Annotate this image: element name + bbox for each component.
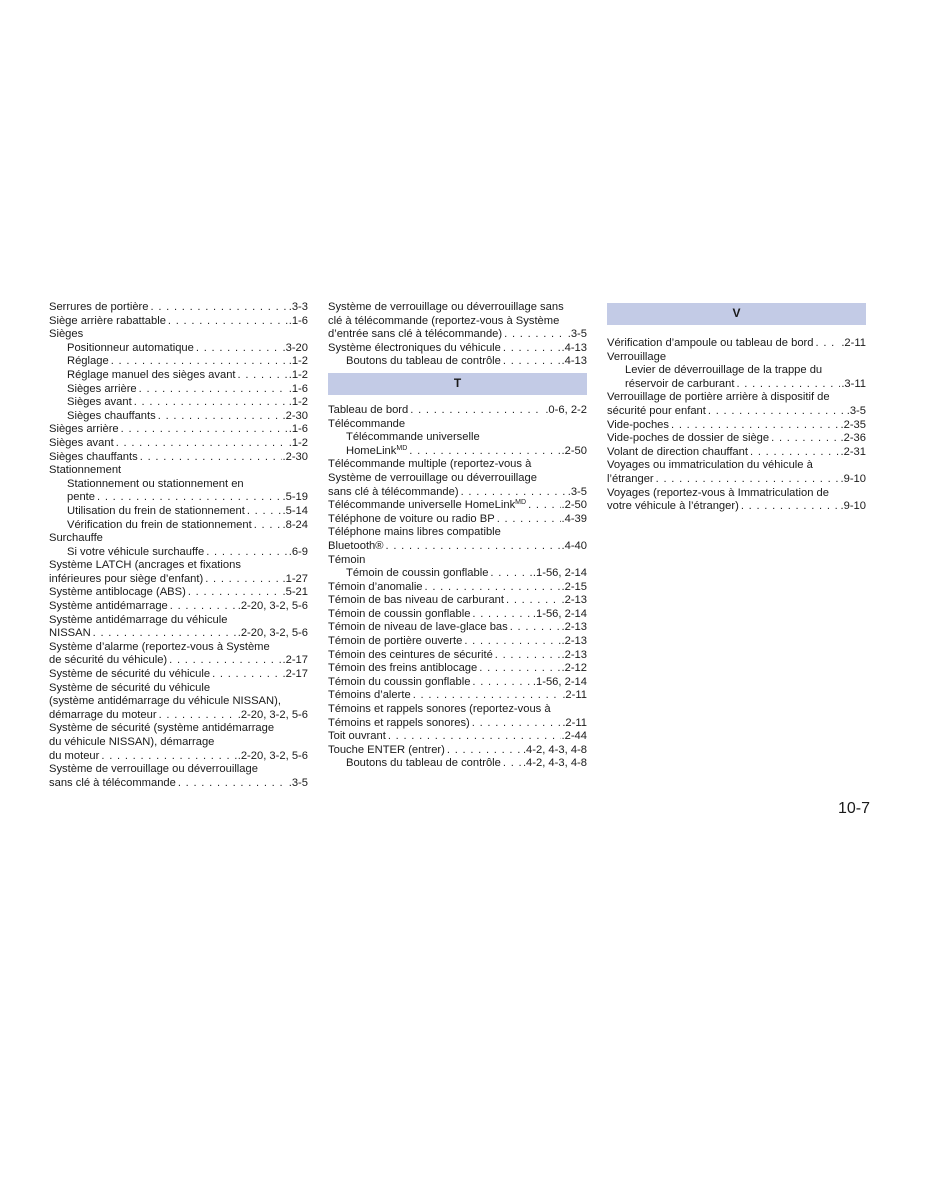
index-subentry <box>49 383 308 397</box>
dot-leader <box>203 573 281 587</box>
page-reference: .9-10 <box>840 500 866 513</box>
dot-leader <box>470 717 562 731</box>
index-entry <box>328 594 587 608</box>
entry-text: du moteur <box>49 749 100 762</box>
index-entry <box>328 676 587 690</box>
index-entry <box>328 730 587 744</box>
dot-leader <box>186 586 282 600</box>
page-reference: .2-13 <box>561 635 587 648</box>
entry-text: Siège arrière rabattable <box>49 314 166 327</box>
dot-leader <box>501 342 561 356</box>
index-entry <box>328 301 587 315</box>
entry-text: Témoin de niveau de lave-glace bas <box>328 621 508 634</box>
dot-leader <box>176 777 288 791</box>
dot-leader <box>495 513 561 527</box>
page-reference: .4-2, 4-3, 4-8 <box>522 743 587 756</box>
index-entry <box>49 722 308 736</box>
index-entry <box>49 709 308 723</box>
entry-text: Système de verrouillage ou déverrouillage <box>328 471 537 484</box>
page-reference: .5-21 <box>282 586 308 599</box>
index-entry <box>328 581 587 595</box>
dot-leader <box>502 328 567 342</box>
index-entry <box>49 777 308 791</box>
page-reference: .3-3 <box>288 301 308 313</box>
index-subentry <box>328 445 587 459</box>
page-reference: .3-5 <box>567 328 587 341</box>
index-subentry <box>328 567 587 581</box>
entry-text: Système antidémarrage <box>49 600 168 613</box>
dot-leader <box>423 581 561 595</box>
entry-text: Témoins d’alerte <box>328 689 411 702</box>
index-subentry <box>49 505 308 519</box>
page-reference: .2-20, 3-2, 5-6 <box>237 600 308 613</box>
page-reference: .4-13 <box>561 355 587 368</box>
dot-leader <box>95 491 282 505</box>
dot-leader <box>157 709 237 723</box>
dot-leader <box>252 519 282 533</box>
page-reference: .2-11 <box>562 716 587 729</box>
entry-text: Stationnement ou stationnement en <box>67 477 244 490</box>
entry-text: Sièges chauffants <box>49 450 138 463</box>
dot-leader <box>119 423 288 437</box>
dot-leader <box>91 627 237 641</box>
entry-text: Système de sécurité du véhicule <box>49 668 211 681</box>
index-entry <box>607 432 866 446</box>
index-entry <box>328 342 587 356</box>
index-entry <box>328 554 587 568</box>
index-column-1 <box>49 301 308 790</box>
page-reference: .2-31 <box>840 445 866 458</box>
index-entry <box>328 315 587 329</box>
entry-text: Témoin de portière ouverte <box>328 635 463 648</box>
index-entry <box>607 500 866 514</box>
index-subentry <box>49 396 308 410</box>
entry-text: Toit ouvrant <box>328 730 386 743</box>
dot-leader <box>132 396 288 410</box>
page-reference: .2-30 <box>282 409 308 422</box>
dot-leader <box>109 355 288 369</box>
dot-leader <box>508 621 561 635</box>
index-entry <box>328 635 587 649</box>
entry-text: votre véhicule à l’étranger) <box>607 500 739 513</box>
page-reference: .1-2 <box>288 355 308 368</box>
dot-leader <box>167 654 281 668</box>
entry-text: du véhicule NISSAN), démarrage <box>49 736 215 748</box>
page-reference: .9-10 <box>840 472 866 485</box>
page-reference: .2-13 <box>561 594 587 607</box>
index-entry <box>328 744 587 758</box>
entry-text: démarrage du moteur <box>49 708 157 721</box>
index-entry <box>328 540 587 554</box>
dot-leader <box>137 383 288 397</box>
page-reference: .2-13 <box>561 648 587 661</box>
entry-text: Témoin de bas niveau de carburant <box>328 594 505 607</box>
entry-text: Vide-poches de dossier de siège <box>607 432 770 445</box>
index-entry <box>49 695 308 709</box>
index-entry <box>328 689 587 703</box>
dot-leader <box>459 486 567 500</box>
page-reference: .2-20, 3-2, 5-6 <box>237 749 308 762</box>
entry-text: Témoin <box>328 553 366 566</box>
index-entry <box>49 600 308 614</box>
dot-leader <box>386 730 561 744</box>
entry-text: NISSAN <box>49 627 91 640</box>
entry-text: Système électroniques du véhicule <box>328 341 501 354</box>
entry-superscript: MD <box>515 499 527 507</box>
dot-leader <box>654 473 840 487</box>
dot-leader <box>669 419 840 433</box>
entry-text: Utilisation du frein de stationnement <box>67 504 245 517</box>
index-entry <box>328 458 587 472</box>
dot-leader <box>138 451 282 465</box>
index-subentry <box>49 355 308 369</box>
index-entry <box>49 750 308 764</box>
index-entry <box>607 351 866 365</box>
dot-leader <box>156 410 282 424</box>
index-subentry <box>607 378 866 392</box>
page-reference: .3-5 <box>846 404 866 417</box>
index-entry <box>328 472 587 486</box>
page-reference: .1-6 <box>288 382 308 395</box>
dot-leader <box>814 337 841 351</box>
entry-text: Stationnement <box>49 464 122 477</box>
section-header: V <box>607 303 866 325</box>
index-subentry <box>607 364 866 378</box>
entry-text: Sièges <box>49 328 84 341</box>
index-entry <box>328 328 587 342</box>
entry-text: Serrures de portière <box>49 301 149 313</box>
entry-text: Témoin des freins antiblocage <box>328 662 478 675</box>
entry-text: clé à télécommande (reportez-vous à Système <box>328 314 560 327</box>
entry-text: (système antidémarrage du véhicule NISSAN), <box>49 695 281 708</box>
entry-text: Système de verrouillage ou déverrouillage <box>49 763 258 776</box>
entry-text: Boutons du tableau de contrôle <box>346 757 501 770</box>
dot-leader <box>477 662 560 676</box>
dot-leader <box>245 505 282 519</box>
index-entry <box>607 459 866 473</box>
dot-leader <box>204 546 287 560</box>
index-subentry <box>328 355 587 369</box>
entry-superscript: MD <box>396 444 408 452</box>
page-reference: .2-36 <box>840 432 866 445</box>
entry-text: Boutons du tableau de contrôle <box>346 355 501 368</box>
page-reference: .1-56, 2-14 <box>532 567 587 580</box>
index-entry <box>49 641 308 655</box>
index-entry <box>49 423 308 437</box>
index-entry <box>328 499 587 513</box>
entry-text: Réglage manuel des sièges avant <box>67 368 236 381</box>
entry-text: Téléphone de voiture ou radio BP <box>328 512 495 525</box>
entry-text: Télécommande universelle <box>346 431 480 444</box>
index-subentry <box>49 491 308 505</box>
index-subentry <box>49 342 308 356</box>
dot-leader <box>488 567 531 581</box>
dot-leader <box>748 446 840 460</box>
dot-leader <box>99 750 236 764</box>
entry-text: Sièges arrière <box>49 423 119 436</box>
index-entry <box>49 451 308 465</box>
index-entry <box>607 419 866 433</box>
entry-text: pente <box>67 491 95 504</box>
index-entry <box>607 487 866 501</box>
index-entry <box>49 315 308 329</box>
entry-text: Si votre véhicule surchauffe <box>67 545 205 558</box>
page-reference: .1-6 <box>288 423 308 436</box>
page-reference: .2-50 <box>561 444 587 457</box>
entry-text: Vérification d’ampoule ou tableau de bord <box>607 337 814 349</box>
page-reference: .2-20, 3-2, 5-6 <box>237 708 308 721</box>
entry-text: HomeLink <box>346 444 397 457</box>
entry-text: Tableau de bord <box>328 403 409 416</box>
entry-text: Système d’alarme (reportez-vous à Système <box>49 640 270 653</box>
entry-text: Télécommande multiple (reportez-vous à <box>328 458 532 471</box>
entry-text: d’entrée sans clé à télécommande) <box>328 328 503 341</box>
index-entry <box>328 621 587 635</box>
index-entry <box>607 337 866 351</box>
index-entry <box>328 608 587 622</box>
index-entry <box>328 513 587 527</box>
index-entry <box>49 654 308 668</box>
dot-leader <box>114 437 288 451</box>
index-subentry <box>49 546 308 560</box>
index-subentry <box>49 410 308 424</box>
entry-text: Voyages ou immatriculation du véhicule à <box>607 459 813 472</box>
index-entry <box>49 559 308 573</box>
index-subentry <box>49 519 308 533</box>
dot-leader <box>734 378 840 392</box>
index-subentry <box>328 757 587 771</box>
dot-leader <box>526 499 560 513</box>
index-entry <box>49 668 308 682</box>
index-subentry <box>328 431 587 445</box>
dot-leader <box>236 369 288 383</box>
entry-text: Témoins et rappels sonores (reportez-vous à <box>328 703 551 716</box>
page-reference: .8-24 <box>282 518 308 531</box>
index-entry <box>49 627 308 641</box>
entry-text: Surchauffe <box>49 532 103 545</box>
dot-leader <box>501 355 561 369</box>
entry-text: Système antidémarrage du véhicule <box>49 613 228 626</box>
dot-leader <box>470 676 531 690</box>
entry-text: Vide-poches <box>607 418 669 431</box>
entry-text: Système de sécurité (système antidémarrage <box>49 722 275 735</box>
dot-leader <box>384 540 561 554</box>
entry-text: Système de sécurité du véhicule <box>49 681 211 694</box>
page-reference: .4-2, 4-3, 4-8 <box>522 757 587 770</box>
entry-text: Système de verrouillage ou déverrouillage sans <box>328 301 564 313</box>
index-entry <box>49 614 308 628</box>
dot-leader <box>769 432 839 446</box>
index-subentry <box>49 369 308 383</box>
entry-text: Témoin des ceintures de sécurité <box>328 648 493 661</box>
entry-text: Télécommande universelle HomeLink <box>328 499 516 512</box>
page-reference: .2-15 <box>561 580 587 593</box>
index-entry <box>328 486 587 500</box>
entry-text: Témoin de coussin gonflable <box>328 607 471 620</box>
entry-text: Sièges avant <box>67 396 132 409</box>
index-entry <box>49 736 308 750</box>
entry-text: Téléphone mains libres compatible <box>328 526 501 539</box>
page-reference: .1-27 <box>282 572 308 585</box>
entry-text: Témoin d’anomalie <box>328 580 423 593</box>
entry-text: Témoins et rappels sonores) <box>328 716 470 729</box>
page-reference: .4-40 <box>561 539 587 552</box>
page-reference: .2-12 <box>561 662 587 675</box>
entry-text: Bluetooth® <box>328 539 384 552</box>
page-reference: .1-2 <box>288 436 308 449</box>
page-reference: .2-11 <box>562 689 587 702</box>
index-entry <box>328 418 587 432</box>
page-reference: .6-9 <box>288 545 308 558</box>
entry-text: sans clé à télécommande) <box>328 485 459 498</box>
index-column-3 <box>607 301 866 514</box>
page-reference: .1-2 <box>288 396 308 409</box>
page-reference: .0-6, 2-2 <box>545 403 587 416</box>
entry-text: Levier de déverrouillage de la trappe du <box>625 364 823 377</box>
dot-leader <box>462 635 560 649</box>
index-entry <box>328 703 587 717</box>
entry-text: Sièges chauffants <box>67 409 156 422</box>
page-reference: .2-20, 3-2, 5-6 <box>237 627 308 640</box>
page-reference: .2-35 <box>840 418 866 431</box>
page-reference: .1-56, 2-14 <box>532 675 587 688</box>
entry-text: Vérification du frein de stationnement <box>67 518 252 531</box>
entry-text: Sièges avant <box>49 436 114 449</box>
dot-leader <box>210 668 281 682</box>
dot-leader <box>470 608 531 622</box>
entry-text: Voyages (reportez-vous à Immatriculation de <box>607 486 829 499</box>
page-reference: .3-5 <box>288 776 308 789</box>
dot-leader <box>493 649 561 663</box>
entry-text: l’étranger <box>607 472 654 485</box>
dot-leader <box>407 445 560 459</box>
page-reference: .2-30 <box>282 450 308 463</box>
page-reference: .2-50 <box>561 499 587 512</box>
entry-text: de sécurité du véhicule) <box>49 654 168 667</box>
dot-leader <box>149 301 288 315</box>
page-reference: .1-2 <box>288 368 308 381</box>
dot-leader <box>168 600 237 614</box>
entry-text: Télécommande <box>328 417 406 430</box>
page-reference: .2-44 <box>561 730 587 743</box>
entry-text: Verrouillage <box>607 350 667 363</box>
index-entry <box>328 662 587 676</box>
index-entry <box>49 586 308 600</box>
entry-text: Réglage <box>67 355 109 368</box>
page-reference: .3-11 <box>841 377 866 390</box>
entry-text: Système antiblocage (ABS) <box>49 586 186 599</box>
dot-leader <box>411 689 562 703</box>
entry-text: Verrouillage de portière arrière à dispositif de <box>607 391 830 404</box>
index-entry <box>328 526 587 540</box>
page-reference: .2-13 <box>561 621 587 634</box>
dot-leader <box>501 757 522 771</box>
index-entry <box>328 717 587 731</box>
entry-text: Sièges arrière <box>67 382 137 395</box>
index-entry <box>49 464 308 478</box>
dot-leader <box>739 500 840 514</box>
page-reference: .5-19 <box>282 491 308 504</box>
index-entry <box>49 532 308 546</box>
page-number: 10-7 <box>838 800 871 817</box>
entry-text: sans clé à télécommande <box>49 776 176 789</box>
page-reference: .1-56, 2-14 <box>532 607 587 620</box>
dot-leader <box>408 404 544 418</box>
index-entry <box>328 404 587 418</box>
index-entry <box>49 301 308 315</box>
entry-text: Positionneur automatique <box>67 341 194 354</box>
index-entry <box>607 473 866 487</box>
index-entry <box>49 763 308 777</box>
page-reference: .5-14 <box>282 504 308 517</box>
page-reference: .3-20 <box>282 341 308 354</box>
page-reference: .2-17 <box>282 668 308 681</box>
page-reference: .4-13 <box>561 341 587 354</box>
entry-text: Volant de direction chauffant <box>607 445 748 458</box>
entry-text: réservoir de carburant <box>625 377 735 390</box>
entry-text: inférieures pour siège d’enfant) <box>49 572 204 585</box>
index-entry <box>49 437 308 451</box>
dot-leader <box>194 342 282 356</box>
index-entry <box>328 649 587 663</box>
index-subentry <box>49 478 308 492</box>
page-reference: .3-5 <box>567 485 587 498</box>
page-reference: .2-11 <box>841 337 866 349</box>
entry-text: Témoin de coussin gonflable <box>346 567 489 580</box>
dot-leader <box>504 594 560 608</box>
section-header: T <box>328 373 587 395</box>
index-entry <box>607 446 866 460</box>
page-reference: .2-17 <box>282 654 308 667</box>
dot-leader <box>166 315 288 329</box>
dot-leader <box>445 744 522 758</box>
entry-text: Témoin du coussin gonflable <box>328 675 471 688</box>
index-entry <box>49 328 308 342</box>
index-entry <box>607 405 866 419</box>
page-reference: .4-39 <box>561 512 587 525</box>
index-column-2 <box>328 301 587 771</box>
entry-text: Touche ENTER (entrer) <box>328 743 445 756</box>
dot-leader <box>706 405 846 419</box>
index-entry <box>607 391 866 405</box>
index-entry <box>49 573 308 587</box>
entry-text: Système LATCH (ancrages et fixations <box>49 559 241 572</box>
entry-text: sécurité pour enfant <box>607 404 706 417</box>
page-reference: .1-6 <box>288 314 308 327</box>
index-entry <box>49 682 308 696</box>
